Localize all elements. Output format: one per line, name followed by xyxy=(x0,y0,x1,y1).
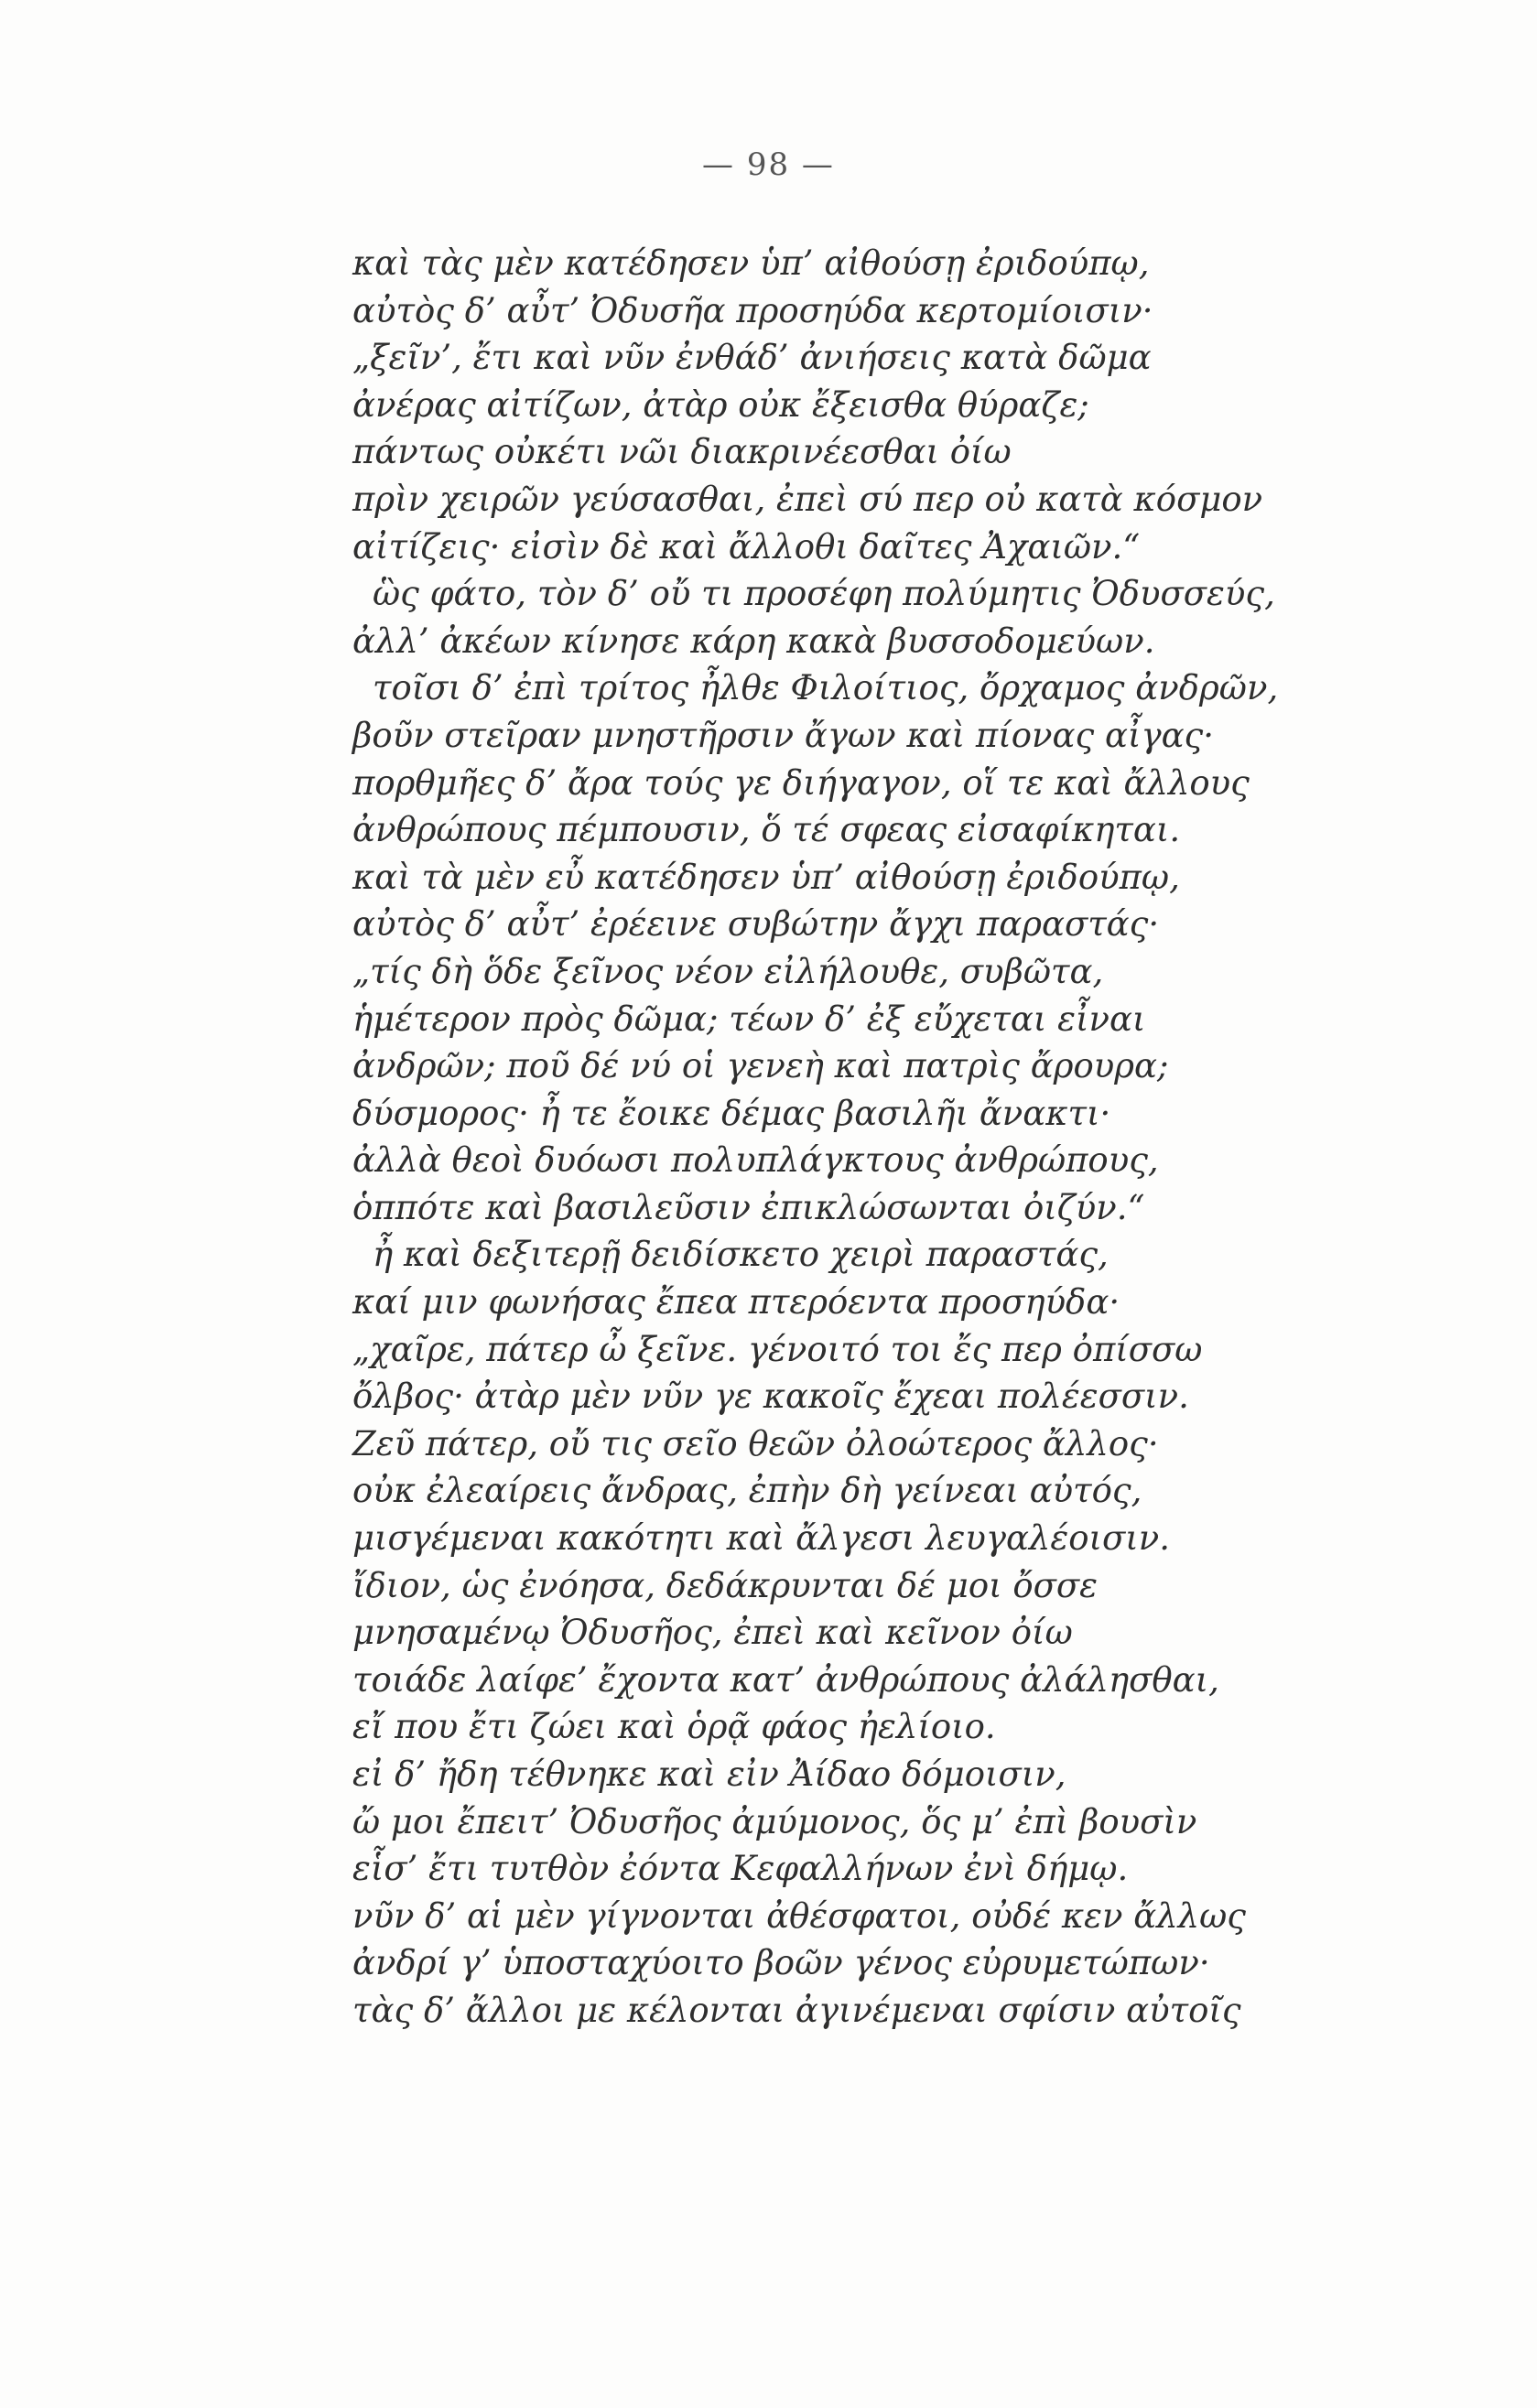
verse-line: „τίς δὴ ὅδε ξεῖνος νέον εἰλήλουθε, συβῶτα, xyxy=(352,951,1104,991)
verse-line: πρὶν χειρῶν γεύσασθαι, ἐπεὶ σύ περ οὐ κατὰ κόσμον xyxy=(352,479,1263,519)
verse-line: „ξεῖν’, ἔτι καὶ νῦν ἐνθάδ’ ἀνιήσεις κατὰ δῶμα xyxy=(352,338,1152,378)
verse-line: „χαῖρε, πάτερ ὦ ξεῖνε. γένοιτό τοι ἔς περ ὀπίσσω xyxy=(352,1329,1203,1369)
verse-line: οὐκ ἐλεαίρεις ἄνδρας, ἐπὴν δὴ γείνεαι αὐτός, xyxy=(352,1471,1142,1511)
verse-line: ἦ καὶ δεξιτερῇ δειδίσκετο χειρὶ παραστάς, xyxy=(373,1235,1109,1275)
verse-line: ἀνέρας αἰτίζων, ἀτὰρ οὐκ ἔξεισθα θύραζε; xyxy=(352,384,1089,425)
verse-line: καὶ τὰ μὲν εὖ κατέδησεν ὑπ’ αἰθούσῃ ἐριδούπῳ, xyxy=(352,857,1180,897)
verse-line: αὐτὸς δ’ αὖτ’ Ὀδυσῆα προσηύδα κερτομίοισιν· xyxy=(352,290,1153,330)
verse-line: τὰς δ’ ἄλλοι με κέλονται ἀγινέμεναι σφίσιν αὐτοῖς xyxy=(352,1990,1241,2030)
verse-line: βοῦν στεῖραν μνηστῆρσιν ἄγων καὶ πίονας αἶγας· xyxy=(352,715,1215,755)
verse-line: ὄλβος· ἀτὰρ μὲν νῦν γε κακοῖς ἔχεαι πολέεσσιν. xyxy=(352,1377,1189,1417)
verse-line: εἴ που ἔτι ζώει καὶ ὁρᾷ φάος ἠελίοιο. xyxy=(352,1707,996,1747)
verse-line: ἡμέτερον πρὸς δῶμα; τέων δ’ ἐξ εὔχεται εἶναι xyxy=(352,999,1146,1039)
verse-line: ἀνθρώπους πέμπουσιν, ὅ τέ σφεας εἰσαφίκηται. xyxy=(352,810,1181,850)
verse-line: πάντως οὐκέτι νῶι διακρινέεσθαι ὀίω xyxy=(352,432,1012,472)
verse-line: καὶ τὰς μὲν κατέδησεν ὑπ’ αἰθούσῃ ἐριδούπῳ, xyxy=(352,243,1150,283)
verse-line: καί μιν φωνήσας ἔπεα πτερόεντα προσηύδα· xyxy=(352,1282,1120,1323)
verse-line: ἴδιον, ὡς ἐνόησα, δεδάκρυνται δέ μοι ὄσσε xyxy=(352,1565,1099,1605)
verse-line: εἰ δ’ ἤδη τέθνηκε καὶ εἰν Ἀίδαο δόμοισιν, xyxy=(352,1755,1066,1794)
verse-line: ἀνδρί γ’ ὑποσταχύοιτο βοῶν γένος εὐρυμετώπων· xyxy=(352,1943,1210,1983)
verse-line: ἀλλὰ θεοὶ δυόωσι πολυπλάγκτους ἀνθρώπους, xyxy=(352,1140,1159,1181)
verse-line: πορθμῆες δ’ ἄρα τούς γε διήγαγον, οἵ τε καὶ ἄλλους xyxy=(352,762,1250,803)
verse-line: ἀνδρῶν; ποῦ δέ νύ οἱ γενεὴ καὶ πατρὶς ἄρουρα; xyxy=(352,1046,1169,1086)
verse-block xyxy=(352,240,1396,2035)
verse-line: αἰτίζεις· εἰσὶν δὲ καὶ ἄλλοθι δαῖτες Ἀχαιῶν.“ xyxy=(352,526,1141,567)
verse-line: τοιάδε λαίφε’ ἔχοντα κατ’ ἀνθρώπους ἀλάλησθαι, xyxy=(352,1659,1219,1700)
verse-line: εἷσ’ ἔτι τυτθὸν ἐόντα Κεφαλλήνων ἐνὶ δήμῳ. xyxy=(352,1849,1129,1889)
page-number: — 98 — xyxy=(702,146,835,183)
verse-line: ἀλλ’ ἀκέων κίνησε κάρη κακὰ βυσσοδομεύων. xyxy=(352,621,1155,661)
verse-line: μνησαμένῳ Ὀδυσῆος, ἐπεὶ καὶ κεῖνον ὀίω xyxy=(352,1613,1073,1653)
verse-line: αὐτὸς δ’ αὖτ’ ἐρέεινε συβώτην ἄγχι παραστάς· xyxy=(352,904,1160,945)
verse-line: τοῖσι δ’ ἐπὶ τρίτος ἦλθε Φιλοίτιος, ὄρχαμος ἀνδρῶν, xyxy=(373,668,1279,708)
verse-line: νῦν δ’ αἱ μὲν γίγνονται ἀθέσφατοι, οὐδέ κεν ἄλλως xyxy=(352,1895,1247,1936)
verse-line: δύσμορος· ἦ τε ἔοικε δέμας βασιλῆι ἄνακτι· xyxy=(352,1093,1111,1133)
verse-line: ὤ μοι ἔπειτ’ Ὀδυσῆος ἀμύμονος, ὅς μ’ ἐπὶ βουσὶν xyxy=(352,1801,1197,1841)
verse-line: μισγέμεναι κακότητι καὶ ἄλγεσι λευγαλέοισιν. xyxy=(352,1518,1171,1559)
verse-line: ὣς φάτο, τὸν δ’ οὔ τι προσέφη πολύμητις Ὀδυσσεύς, xyxy=(373,574,1275,614)
verse-line: ὁππότε καὶ βασιλεῦσιν ἐπικλώσωνται ὀιζύν.“ xyxy=(352,1187,1145,1227)
verse-line: Ζεῦ πάτερ, οὔ τις σεῖο θεῶν ὀλοώτερος ἄλλος· xyxy=(352,1423,1159,1463)
